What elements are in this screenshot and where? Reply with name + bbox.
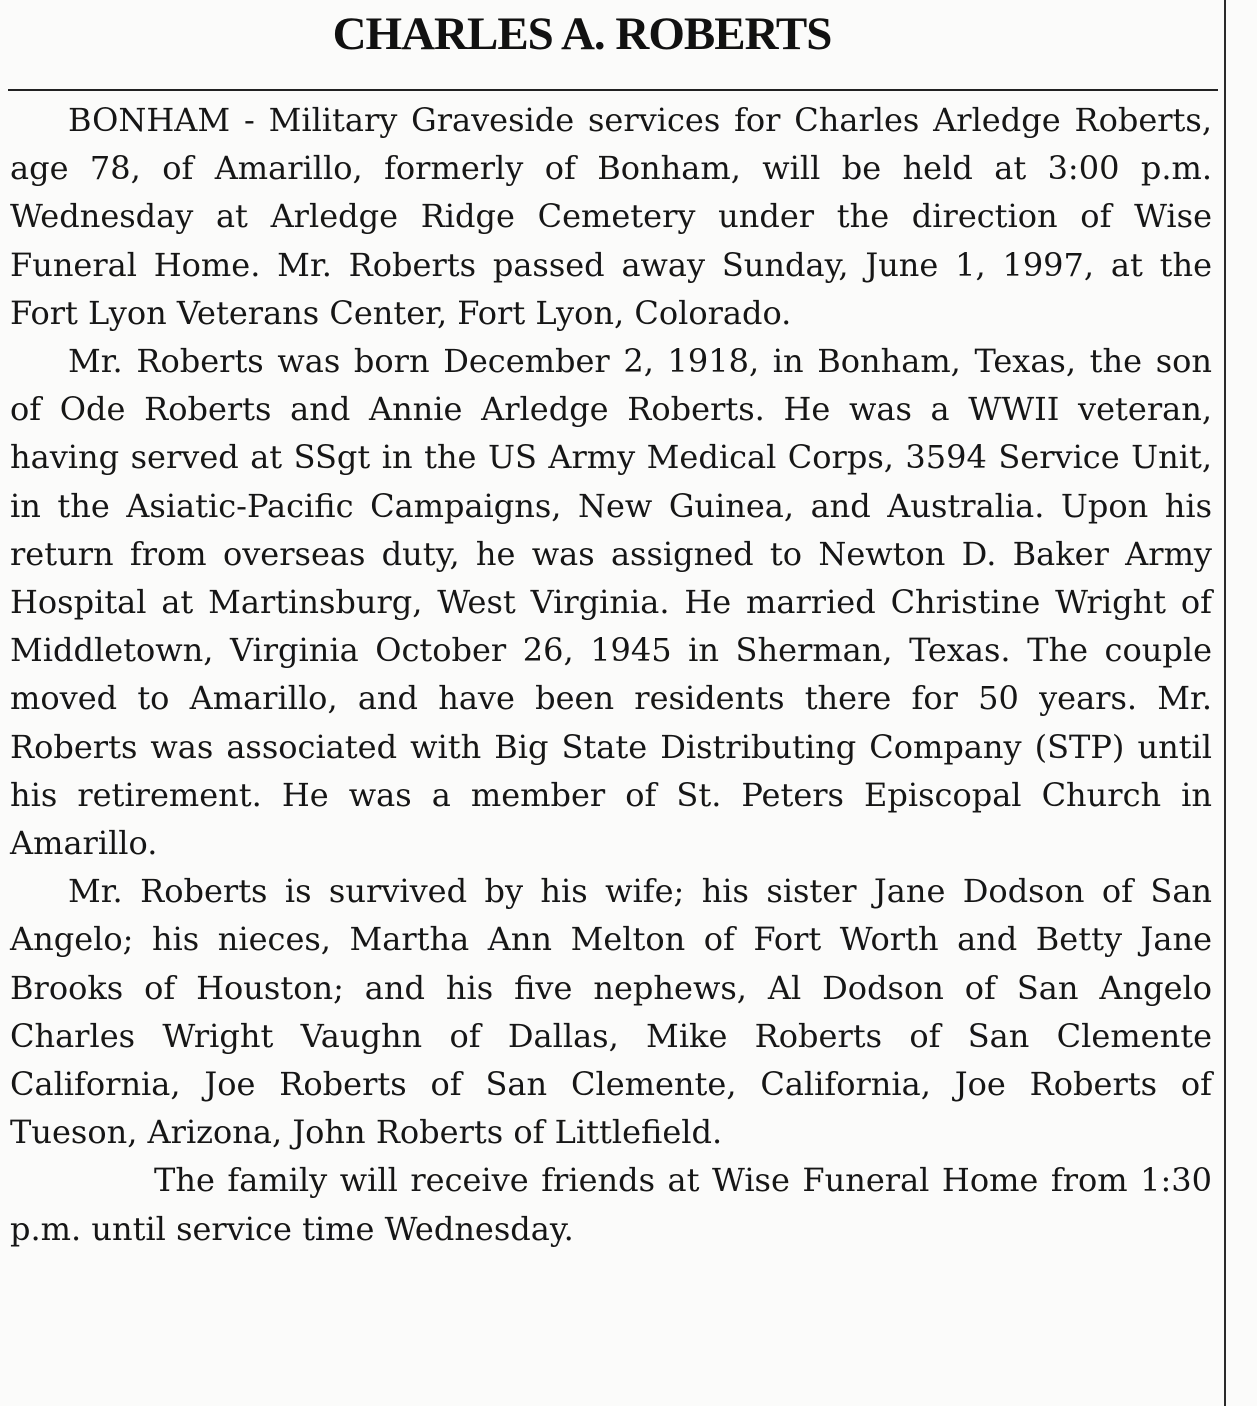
headline-rule — [8, 89, 1218, 91]
paragraph-survivors: Mr. Roberts is survived by his wife; his sister Jane Dodson of San Angelo; his nieces, Martha Ann Melton of Fort Worth and Betty Jane Brooks of Houston; and his five nephews, Al Dodson of San Angelo Charles Wright Vaughn of Dallas, Mike Roberts of San Clemente California, Joe Roberts of San Clemente, California, Joe Roberts of Tueson, Arizona, John Roberts of Littlefield. — [10, 872, 1212, 1152]
paragraph-services: BONHAM - Military Graveside services for Charles Arledge Roberts, age 78, of Amarillo, formerly of Bonham, will be held at 3:00 p.m. Wednesday at Arledge Ridge Cemetery under the direction of Wise Funeral Home. Mr. Roberts passed away Sunday, June 1, 1997, at the Fort Lyon Veterans Center, Fort Lyon, Colorado. — [10, 101, 1212, 332]
paragraph-biography: Mr. Roberts was born December 2, 1918, in Bonham, Texas, the son of Ode Roberts and Annie Arledge Roberts. He was a WWII veteran, having served at SSgt in the US Army Medical Corps, 3594 Service Unit, in the Asiatic-Pacific Campaigns, New Guinea, and Australia. Upon his return from overseas duty, he was assigned to Newton D. Baker Army Hospital at Martinsburg, West Virginia. He married Christine Wright of Middletown, Virginia October 26, 1945 in Sherman, Texas. The couple moved to Amarillo, and have been residents there for 50 years. Mr. Roberts was associated with Big State Distributing Company (STP) until his retirement. He was a member of St. Peters Episcopal Church in Amarillo. — [10, 342, 1212, 863]
column-edge-line — [1224, 0, 1226, 1406]
obituary-body — [10, 96, 1212, 1253]
obituary-headline: CHARLES A. ROBERTS — [332, 8, 832, 60]
paragraph-visitation: The family will receive friends at Wise Funeral Home from 1:30 p.m. until service time Wednesday. — [10, 1161, 1212, 1248]
